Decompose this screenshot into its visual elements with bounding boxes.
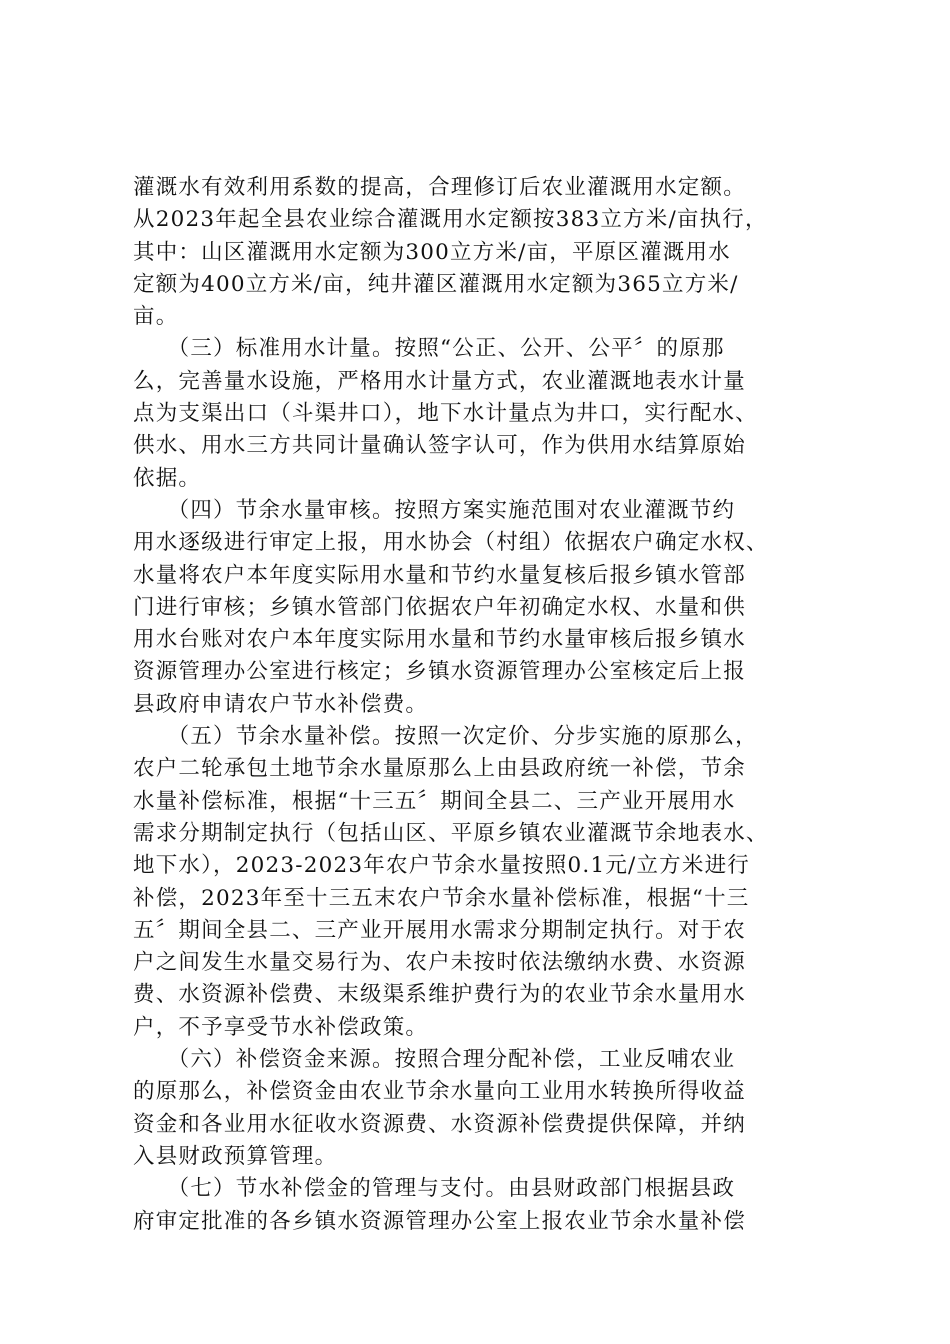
paragraph-surplus-audit: （四）节余水量审核。按照方案实施范围对农业灌溉节约 用水逐级进行审定上报，用水协会（村组）依据农户确定水权、 水量将农户本年度实际用水量和节约水量复核后报乡镇水管部 门进行审核；乡镇水管部门依据农户年初确定水权、水量和供 用水台账对农户本年度实际用水量和节约水量审核后报乡镇水 资源管理办公室进行核定；乡镇水资源管理办公室核定后上报 县政府申请农户节水补偿费。 [133,497,769,717]
paragraph-irrigation-quota: 灌溉水有效利用系数的提高，合理修订后农业灌溉用水定额。 从2023年起全县农业综合灌溉用水定额按383立方米/亩执行， 其中：山区灌溉用水定额为300立方米/亩，平原区灌溉用水 定额为400立方米/亩，纯井灌区灌溉用水定额为365立方米/ 亩。 [133,175,768,330]
body-text [133,172,833,1238]
paragraph-fund-management: （七）节水补偿金的管理与支付。由县财政部门根据县政 府审定批准的各乡镇水资源管理办公室上报农业节余水量补偿 [133,1176,746,1234]
paragraph-surplus-compensation: （五）节余水量补偿。按照一次定价、分步实施的原那么， 农户二轮承包土地节余水量原那么上由县政府统一补偿，节余 水量补偿标准，根据“十三五〞期间全县二、三产业开展用水 需求分期制定执行（包括山区、平原乡镇农业灌溉节余地表水、 地下水），2023-2023年农户节余水量按照0.1元/立方米进行 补偿，2023年至十三五末农户节余水量补偿标准，根据“十三 五〞期间全县二、三产业开展用水需求分期制定执行。对于农 户之间发生水量交易行为、农户未按时依法缴纳水费、水资源 费、水资源补偿费、末级渠系维护费行为的农业节余水量用水 户，不予享受节水补偿政策。 [133,724,769,1040]
paragraph-water-metering: （三）标准用水计量。按照“公正、公开、公平〞的原那 么，完善量水设施，严格用水计量方式，农业灌溉地表水计量 点为支渠出口（斗渠井口），地下水计量点为井口，实行配水、 供水、用水三方共同计量确认签字认可，作为供用水结算原始 依据。 [133,336,758,491]
paragraph-funding-source: （六）补偿资金来源。按照合理分配补偿，工业反哺农业 的原那么，补偿资金由农业节余水量向工业用水转换所得收益 资金和各业用水征收水资源费、水资源补偿费提供保障，并纳 入县财政预算管理。 [133,1047,746,1169]
